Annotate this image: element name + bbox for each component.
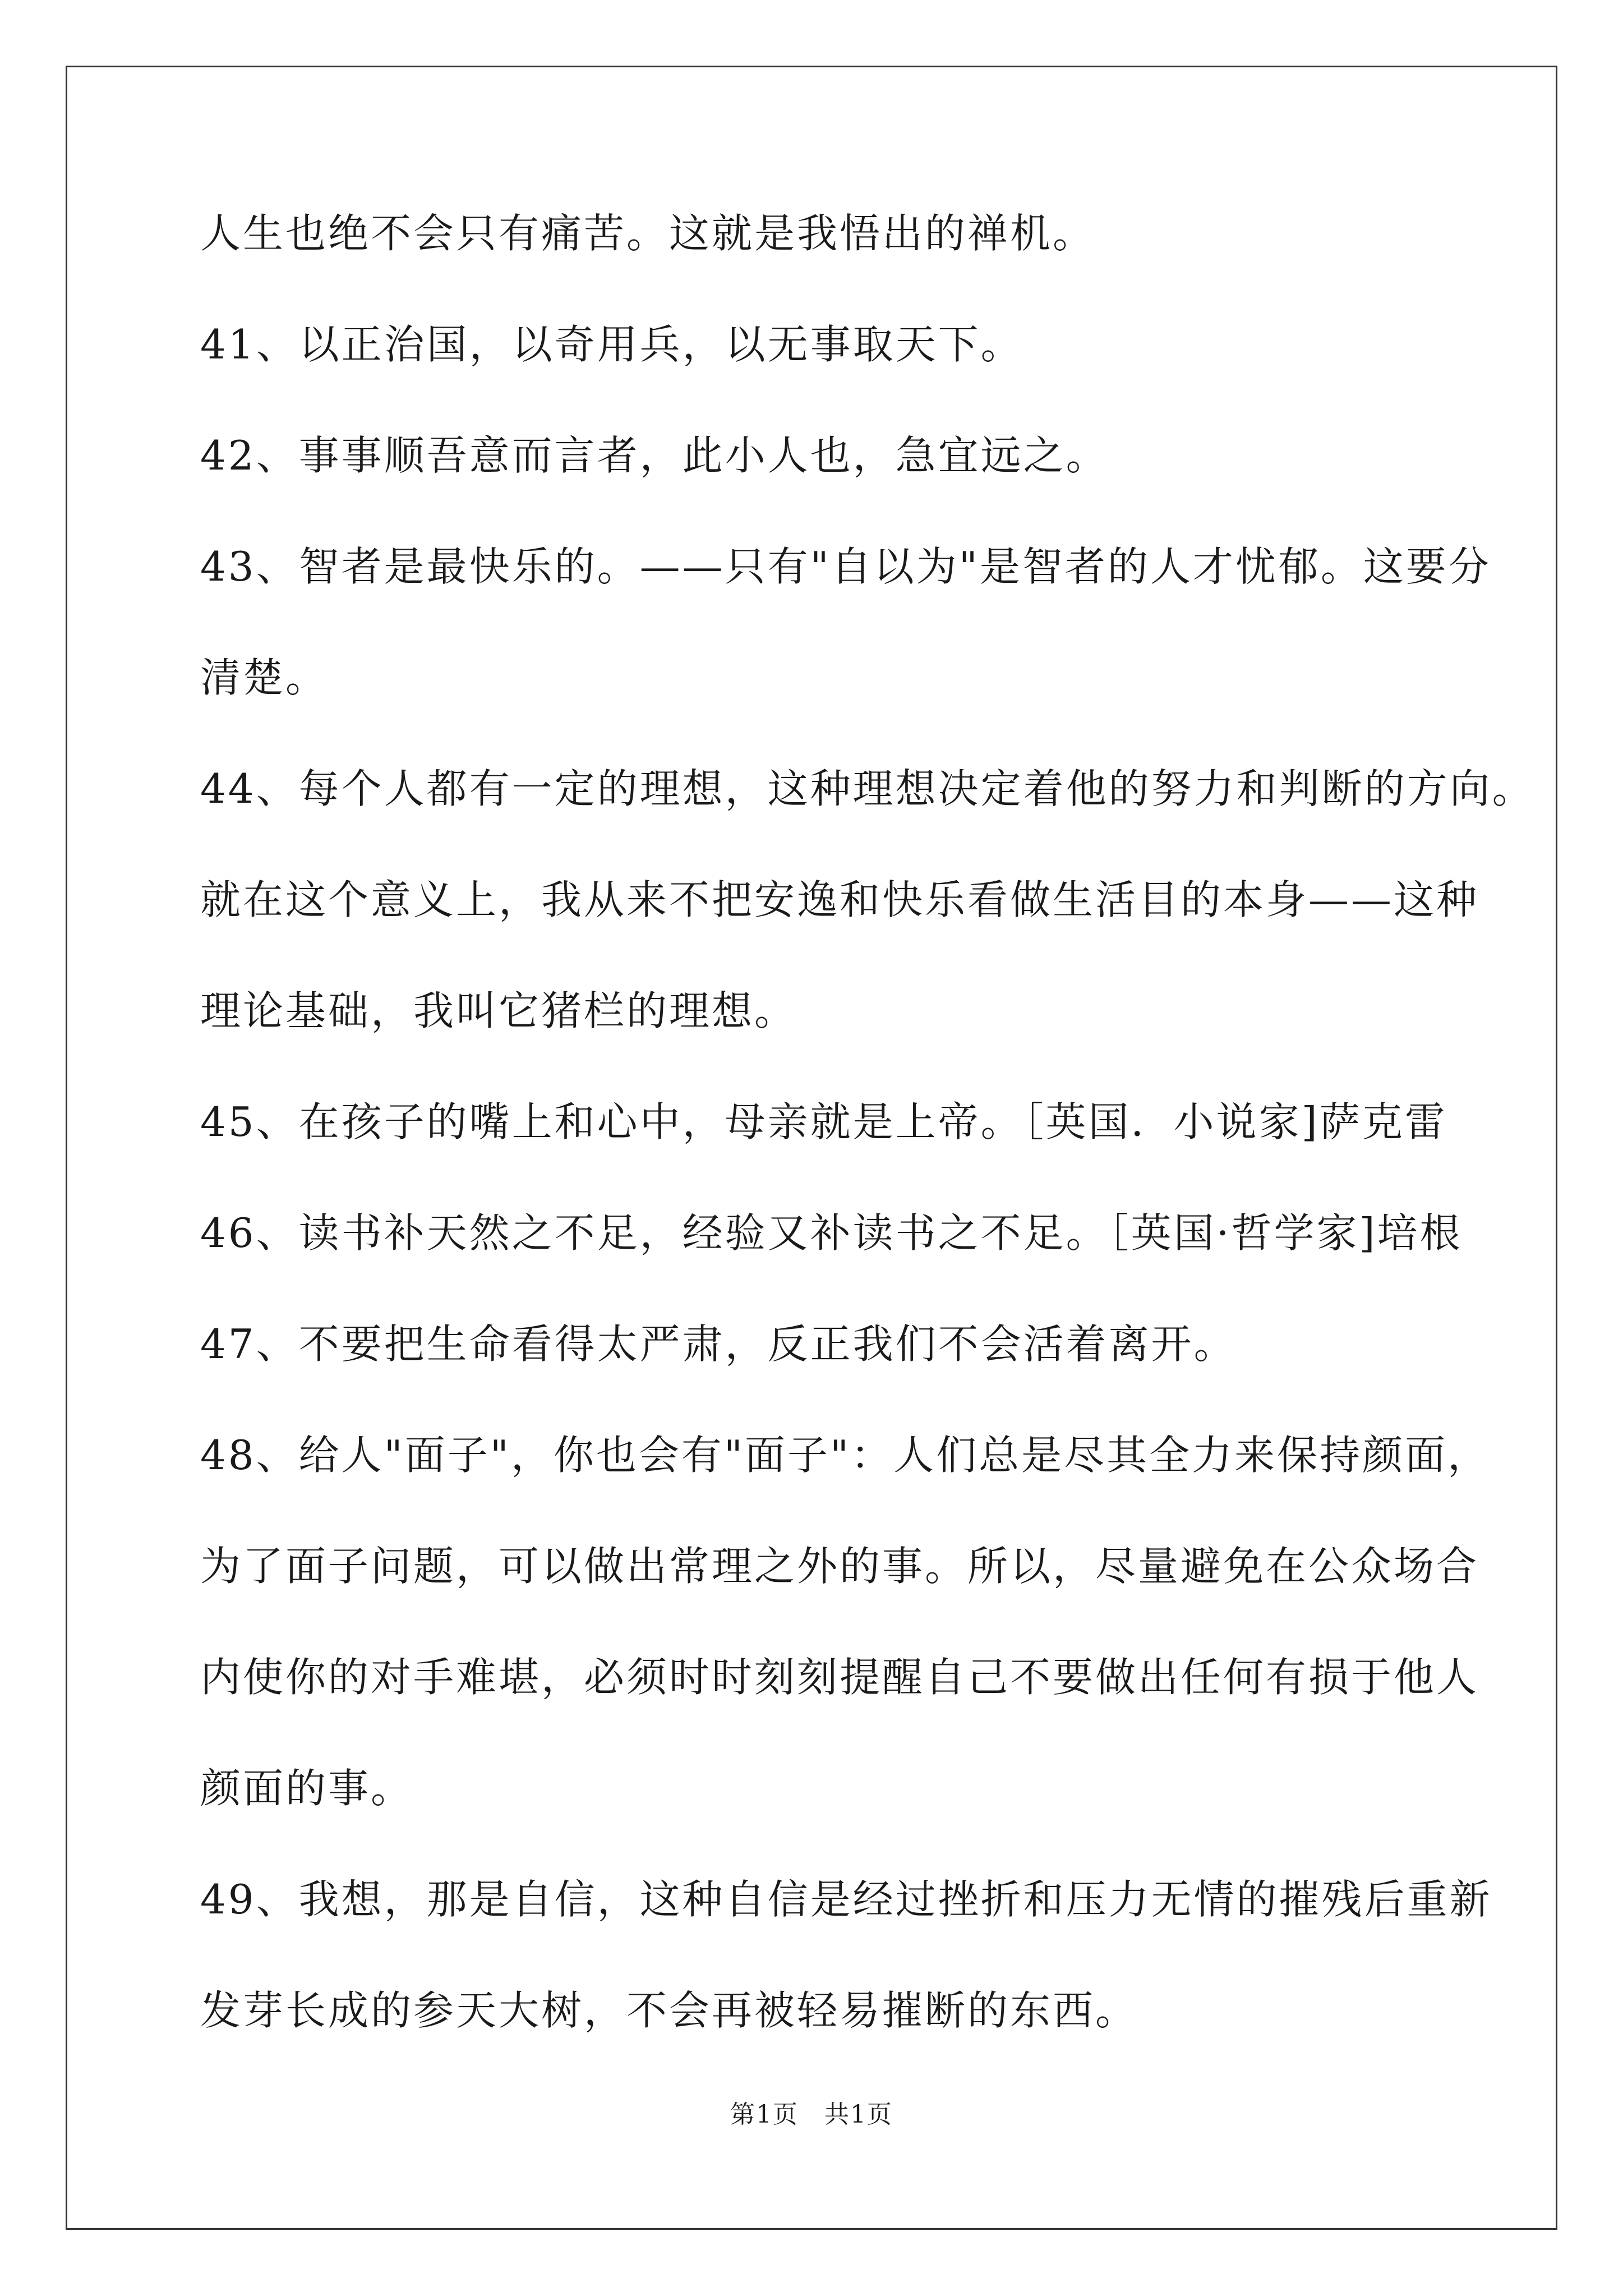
text-line: 49、我想，那是自信，这种自信是经过挫折和压力无情的摧残后重新 — [200, 1876, 1492, 1923]
text-line: 清楚。 — [200, 654, 329, 701]
text-line: 就在这个意义上，我从来不把安逸和快乐看做生活目的本身——这种 — [200, 876, 1479, 923]
text-line: 理论基础，我叫它猪栏的理想。 — [200, 987, 797, 1034]
text-line: 颜面的事。 — [200, 1765, 414, 1812]
text-line: 内使你的对手难堪，必须时时刻刻提醒自己不要做出任何有损于他人 — [200, 1654, 1479, 1701]
text-line: 45、在孩子的嘴上和心中，母亲就是上帝。［英国．小说家]萨克雷 — [200, 1098, 1447, 1145]
text-line: 42、事事顺吾意而言者，此小人也，急宜远之。 — [200, 432, 1109, 479]
text-line: 发芽长成的参天大树，不会再被轻易摧断的东西。 — [200, 1987, 1138, 2034]
text-line: 41、以正治国，以奇用兵，以无事取天下。 — [200, 321, 1023, 368]
text-line: 48、给人"面子"，你也会有"面子"：人们总是尽其全力来保持颜面， — [200, 1432, 1491, 1479]
text-line: 为了面子问题，可以做出常理之外的事。所以，尽量避免在公众场合 — [200, 1543, 1479, 1590]
text-line: 43、智者是最快乐的。——只有"自以为"是智者的人才忧郁。这要分 — [200, 543, 1491, 590]
text-line: 47、不要把生命看得太严肃，反正我们不会活着离开。 — [200, 1320, 1237, 1368]
text-line: 46、读书补天然之不足，经验又补读书之不足。［英国·哲学家]培根 — [200, 1209, 1463, 1257]
page-number-footer: 第1页 共1页 — [730, 2100, 893, 2129]
text-line: 44、每个人都有一定的理想，这种理想决定着他的努力和判断的方向。 — [200, 765, 1535, 812]
text-line: 人生也绝不会只有痛苦。这就是我悟出的禅机。 — [200, 210, 1096, 257]
document-body — [200, 210, 1535, 2101]
